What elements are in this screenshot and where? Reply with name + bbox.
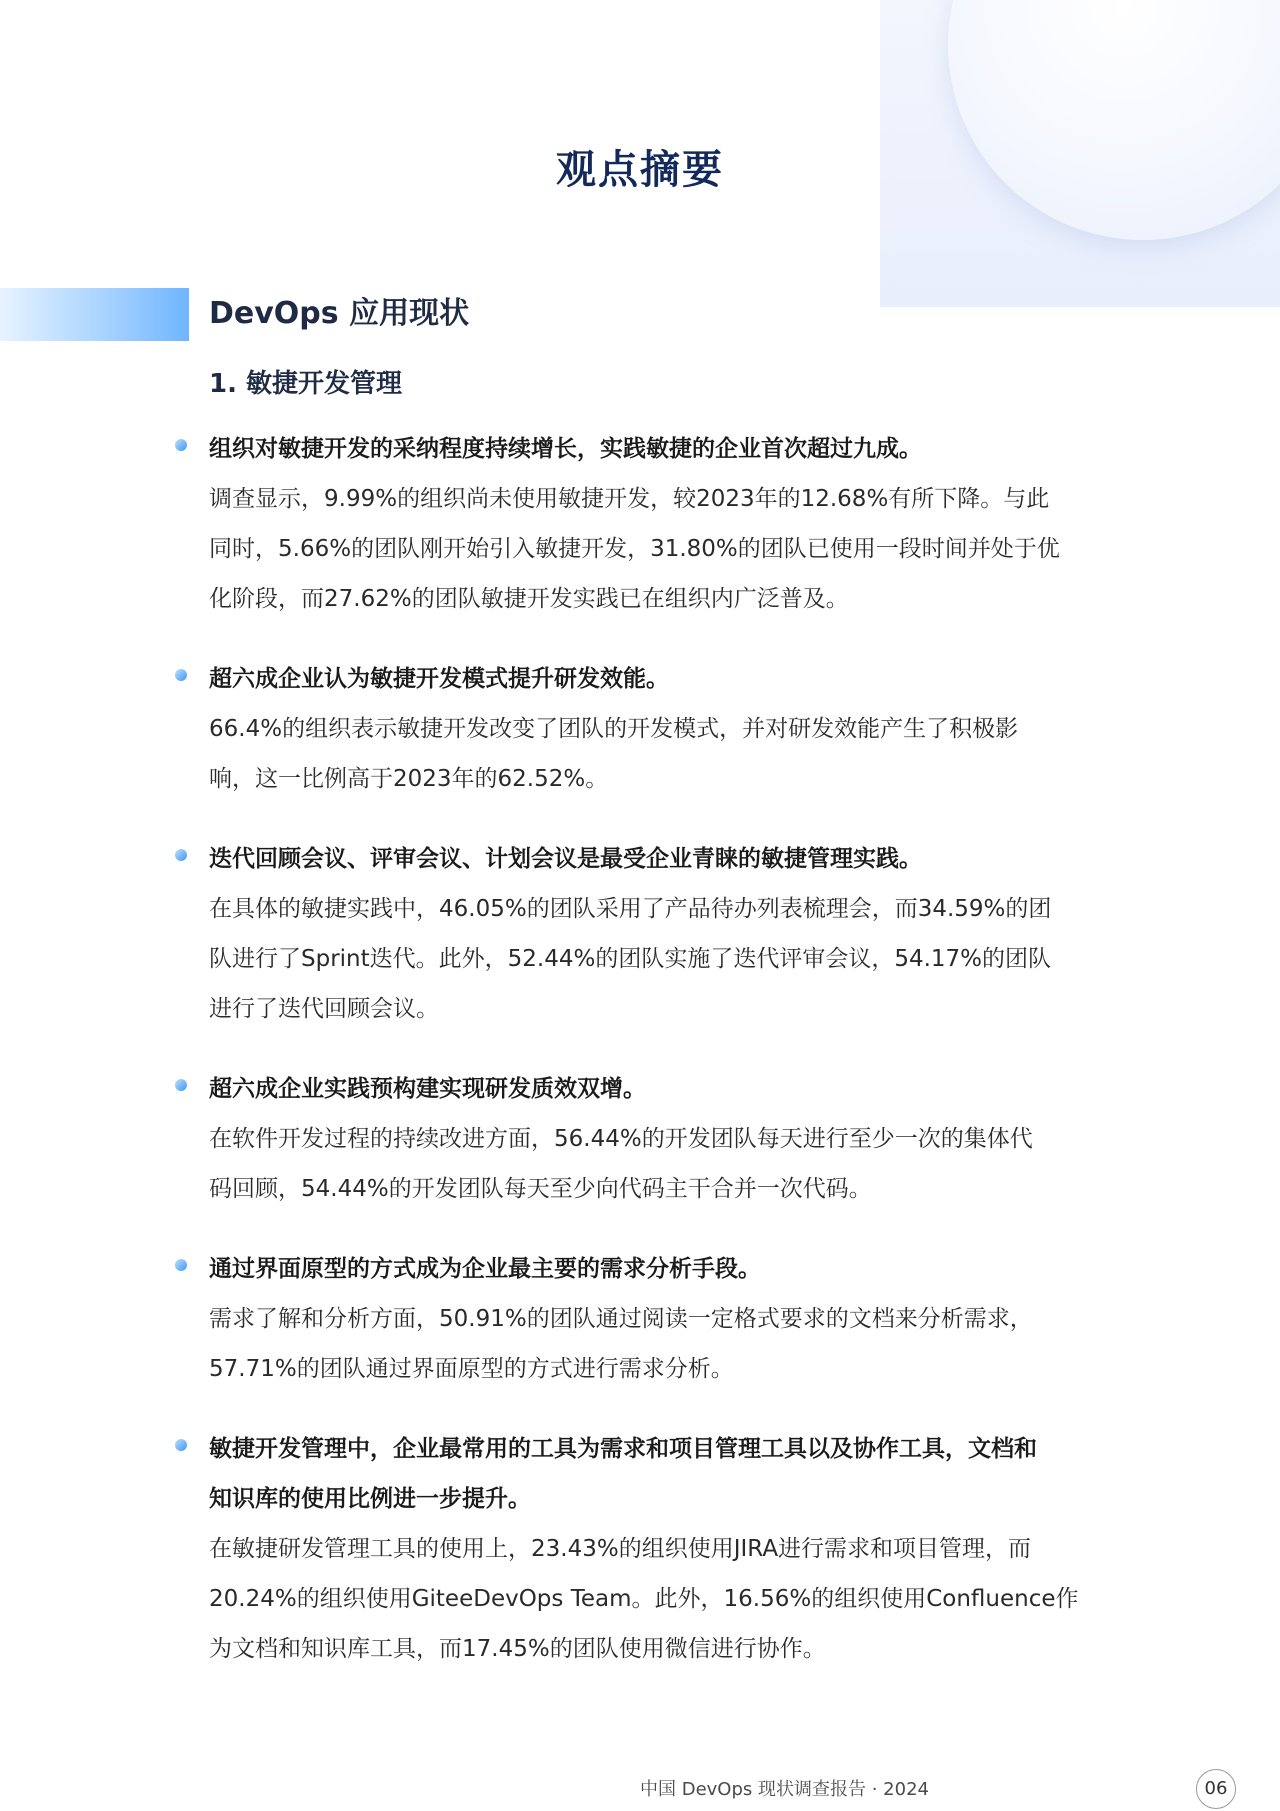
point-body-line: 57.71%的团队通过界面原型的方式进行需求分析。 (209, 1356, 734, 1382)
point-body-line: 在软件开发过程的持续改进方面，56.44%的开发团队每天进行至少一次的集体代 (209, 1126, 1033, 1152)
summary-point (209, 1064, 1109, 1214)
bullet-dot-icon (175, 669, 187, 681)
section-accent-bar (0, 288, 189, 341)
summary-point (209, 654, 1109, 804)
point-body-line: 为文档和知识库工具，而17.45%的团队使用微信进行协作。 (209, 1636, 826, 1662)
bullet-dot-icon (175, 1259, 187, 1271)
bullet-dot-icon (175, 1439, 187, 1451)
point-body-line: 在敏捷研发管理工具的使用上，23.43%的组织使用JIRA进行需求和项目管理，而 (209, 1536, 1032, 1562)
point-body-line: 20.24%的组织使用GiteeDevOps Team。此外，16.56%的组织使用Confluence作 (209, 1586, 1079, 1612)
point-headline: 迭代回顾会议、评审会议、计划会议是最受企业青睐的敏捷管理实践。 (209, 846, 922, 872)
point-body-line: 响，这一比例高于2023年的62.52%。 (209, 766, 609, 792)
point-body-line: 需求了解和分析方面，50.91%的团队通过阅读一定格式要求的文档来分析需求， (209, 1306, 1033, 1332)
point-body-line: 队进行了Sprint迭代。此外，52.44%的团队实施了迭代评审会议，54.17%的团队 (209, 946, 1052, 972)
point-body-line: 化阶段，而27.62%的团队敏捷开发实践已在组织内广泛普及。 (209, 586, 849, 612)
bullet-dot-icon (175, 849, 187, 861)
point-body-line: 66.4%的组织表示敏捷开发改变了团队的开发模式，并对研发效能产生了积极影 (209, 716, 1019, 742)
point-headline: 超六成企业认为敏捷开发模式提升研发效能。 (209, 666, 669, 692)
point-headline-continued: 知识库的使用比例进一步提升。 (209, 1486, 531, 1512)
point-headline: 超六成企业实践预构建实现研发质效双增。 (209, 1076, 646, 1102)
point-headline: 通过界面原型的方式成为企业最主要的需求分析手段。 (209, 1256, 761, 1282)
point-body-line: 进行了迭代回顾会议。 (209, 996, 439, 1022)
subsection-heading: 1. 敏捷开发管理 (209, 369, 403, 399)
bullet-dot-icon (175, 1079, 187, 1091)
point-headline: 敏捷开发管理中，企业最常用的工具为需求和项目管理工具以及协作工具，文档和 (209, 1436, 1037, 1462)
bullet-dot-icon (175, 439, 187, 451)
point-body-line: 在具体的敏捷实践中，46.05%的团队采用了产品待办列表梳理会，而34.59%的团 (209, 896, 1052, 922)
page-title: 观点摘要 (556, 147, 724, 193)
point-body-line: 同时，5.66%的团队刚开始引入敏捷开发，31.80%的团队已使用一段时间并处于优 (209, 536, 1060, 562)
summary-point (209, 1244, 1109, 1394)
decorative-circle (948, 0, 1280, 240)
page-number: 06 (1196, 1769, 1236, 1809)
summary-point (209, 424, 1109, 624)
point-body-line: 调查显示，9.99%的组织尚未使用敏捷开发，较2023年的12.68%有所下降。与此 (209, 486, 1050, 512)
summary-point (209, 834, 1109, 1034)
point-body-line: 码回顾，54.44%的开发团队每天至少向代码主干合并一次代码。 (209, 1176, 872, 1202)
point-headline: 组织对敏捷开发的采纳程度持续增长，实践敏捷的企业首次超过九成。 (209, 436, 922, 462)
summary-point (209, 1424, 1109, 1674)
section-heading: DevOps 应用现状 (209, 296, 470, 331)
footer-report-name: 中国 DevOps 现状调查报告 · 2024 (640, 1779, 929, 1800)
